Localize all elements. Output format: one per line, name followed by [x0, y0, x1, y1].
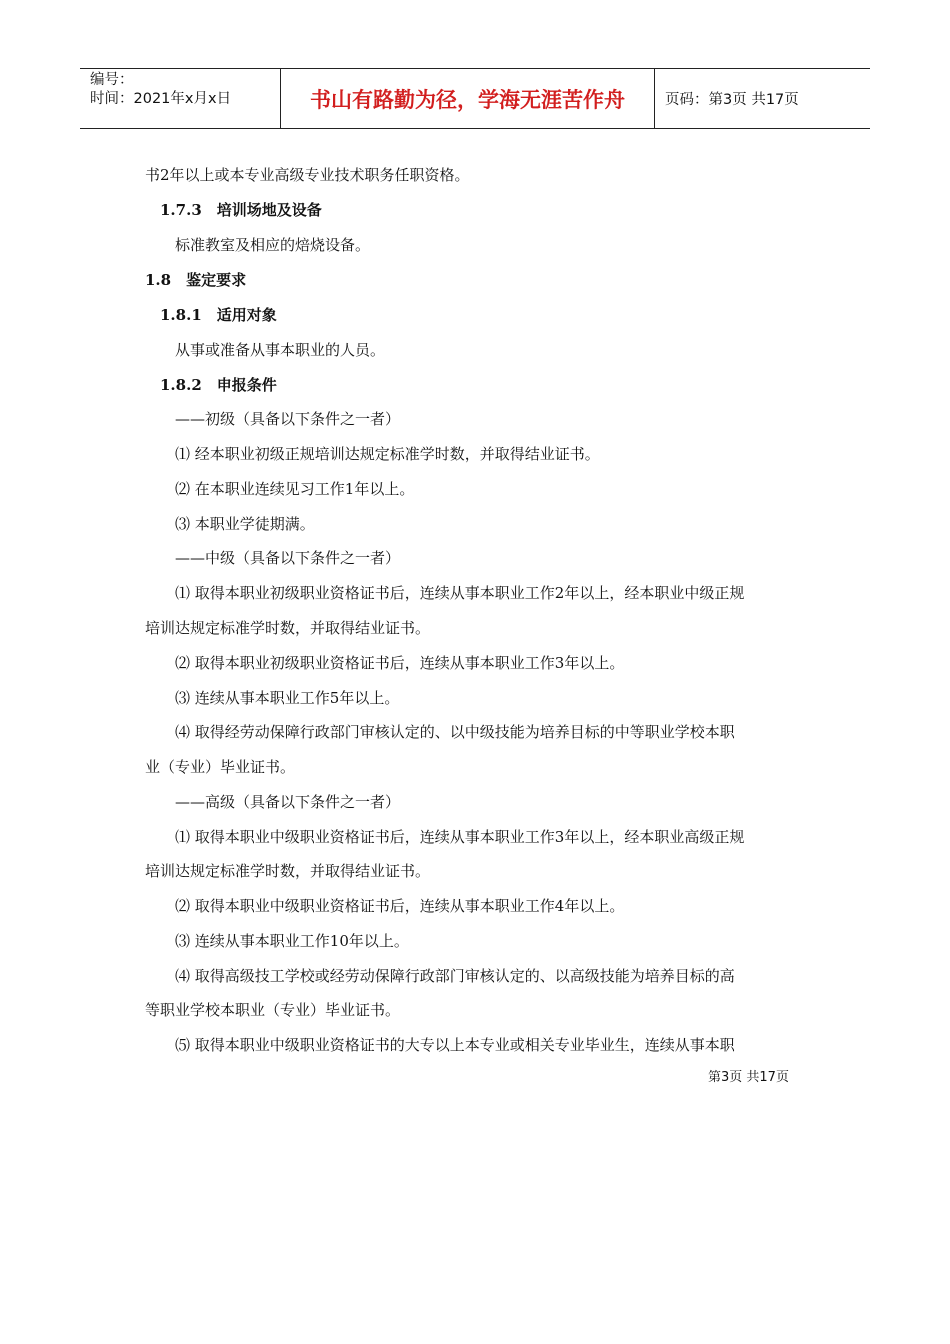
section-heading-1-8-2: 1.8.2 申报条件: [160, 376, 277, 394]
document-time-label: 时间：2021年x月x日: [90, 91, 232, 107]
header-page-label: 页码：第3页 共17页: [665, 92, 799, 108]
list-item: ⑶ 连续从事本职业工作10年以上。: [175, 932, 409, 950]
list-item-continuation: 业（专业）毕业证书。: [145, 758, 296, 776]
section-heading-1-7-3: 1.7.3 培训场地及设备: [160, 201, 322, 219]
header-meta: [80, 69, 281, 128]
document-code-label: 编号：: [90, 72, 134, 88]
body-line: 书2年以上或本专业高级专业技术职务任职资格。: [145, 166, 470, 184]
body-line: 从事或准备从事本职业的人员。: [175, 341, 386, 359]
list-item: ⑶ 连续从事本职业工作5年以上。: [175, 689, 400, 707]
list-item: ⑴ 经本职业初级正规培训达规定标准学时数，并取得结业证书。: [175, 445, 600, 463]
page-footer-number: 第3页 共17页: [708, 1070, 789, 1085]
list-item: ⑶ 本职业学徒期满。: [175, 515, 315, 533]
list-item: ⑷ 取得高级技工学校或经劳动保障行政部门审核认定的、以高级技能为培养目标的高: [175, 967, 735, 985]
list-item-continuation: 培训达规定标准学时数，并取得结业证书。: [145, 619, 431, 637]
list-item: ⑵ 取得本职业初级职业资格证书后，连续从事本职业工作3年以上。: [175, 654, 625, 672]
list-item-continuation: 培训达规定标准学时数，并取得结业证书。: [145, 862, 431, 880]
list-item: ⑴ 取得本职业初级职业资格证书后，连续从事本职业工作2年以上，经本职业中级正规: [175, 584, 745, 602]
list-item: ⑵ 取得本职业中级职业资格证书后，连续从事本职业工作4年以上。: [175, 897, 625, 915]
level-heading-intermediate: ——中级（具备以下条件之一者）: [175, 549, 401, 567]
level-heading-senior: ——高级（具备以下条件之一者）: [175, 793, 401, 811]
list-item: ⑸ 取得本职业中级职业资格证书的大专以上本专业或相关专业毕业生，连续从事本职: [175, 1036, 735, 1054]
body-line: 标准教室及相应的焙烧设备。: [175, 236, 371, 254]
list-item: ⑷ 取得经劳动保障行政部门审核认定的、以中级技能为培养目标的中等职业学校本职: [175, 723, 735, 741]
list-item-continuation: 等职业学校本职业（专业）毕业证书。: [145, 1001, 401, 1019]
list-item: ⑴ 取得本职业中级职业资格证书后，连续从事本职业工作3年以上，经本职业高级正规: [175, 828, 745, 846]
page-header: [80, 68, 870, 129]
list-item: ⑵ 在本职业连续见习工作1年以上。: [175, 480, 415, 498]
section-heading-1-8: 1.8 鉴定要求: [145, 271, 247, 289]
level-heading-junior: ——初级（具备以下条件之一者）: [175, 410, 401, 428]
header-motto: 书山有路勤为径，学海无涯苦作舟: [281, 69, 655, 128]
section-heading-1-8-1: 1.8.1 适用对象: [160, 306, 277, 324]
